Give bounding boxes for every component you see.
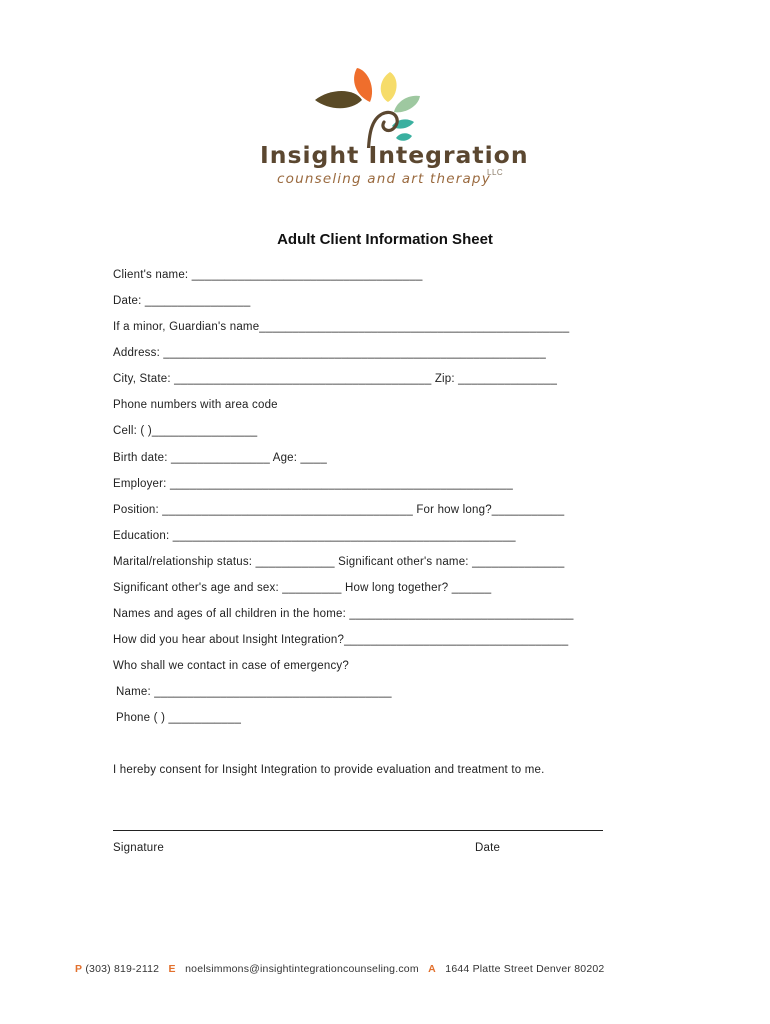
date-label: Date xyxy=(475,842,501,854)
footer-contact xyxy=(75,963,604,975)
phone-numbers-label: Phone numbers with area code xyxy=(113,399,278,411)
children-field[interactable]: Names and ages of all children in the home: __________________________________ xyxy=(113,608,574,620)
brand-name: Insight Integration xyxy=(260,141,529,169)
emergency-name-field[interactable]: Name: ____________________________________ xyxy=(116,686,392,698)
phone-key: P xyxy=(75,963,83,975)
guardian-name-field[interactable]: If a minor, Guardian's name_______________________________________________ xyxy=(113,321,570,333)
signature-line[interactable] xyxy=(113,830,603,831)
cell-field[interactable]: Cell: ( )________________ xyxy=(113,425,258,437)
footer-address: 1644 Platte Street Denver 80202 xyxy=(445,963,605,975)
clients-name-field[interactable]: Client's name: ___________________________________ xyxy=(113,269,423,281)
footer-email[interactable]: noelsimmons@insightintegrationcounseling.com xyxy=(185,963,419,975)
consent-statement: I hereby consent for Insight Integration to provide evaluation and treatment to me. xyxy=(113,764,545,776)
referral-source-field[interactable]: How did you hear about Insight Integration?__________________________________ xyxy=(113,634,569,646)
date-field[interactable]: Date: ________________ xyxy=(113,295,251,307)
form-title: Adult Client Information Sheet xyxy=(277,231,493,248)
position-field[interactable]: Position: ______________________________________ For how long?___________ xyxy=(113,504,565,516)
birth-date-age-field[interactable]: Birth date: _______________ Age: ____ xyxy=(113,452,327,464)
city-state-zip-field[interactable]: City, State: _______________________________________ Zip: _______________ xyxy=(113,373,558,385)
emergency-phone-field[interactable]: Phone ( ) ___________ xyxy=(116,712,242,724)
emergency-contact-label: Who shall we contact in case of emergency? xyxy=(113,660,349,672)
flower-logo-icon xyxy=(310,58,470,148)
footer-phone: (303) 819-2112 xyxy=(85,963,160,975)
email-key: E xyxy=(168,963,176,975)
brand-llc: LLC xyxy=(487,168,504,177)
address-key: A xyxy=(428,963,436,975)
brand-tagline: counseling and art therapy xyxy=(277,171,491,187)
logo xyxy=(255,58,529,198)
address-field[interactable]: Address: __________________________________________________________ xyxy=(113,347,546,359)
employer-field[interactable]: Employer: ____________________________________________________ xyxy=(113,478,513,490)
signature-label: Signature xyxy=(113,842,165,854)
education-field[interactable]: Education: ____________________________________________________ xyxy=(113,530,516,542)
marital-status-field[interactable]: Marital/relationship status: ____________ Significant other's name: ______________ xyxy=(113,556,565,568)
significant-other-field[interactable]: Significant other's age and sex: _________ How long together? ______ xyxy=(113,582,492,594)
